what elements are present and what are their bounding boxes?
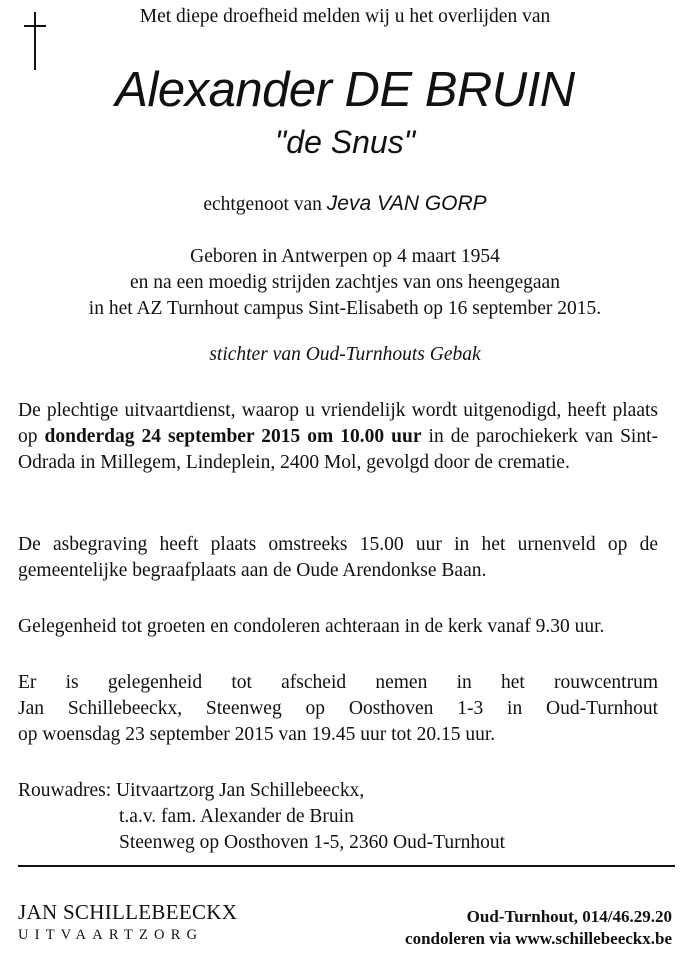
contact-phone: Oud-Turnhout, 014/46.29.20 bbox=[466, 907, 672, 926]
farewell-line-2: Jan Schillebeeckx, Steenweg op Oosthoven 1-3 in Oud-Turnhout bbox=[18, 698, 658, 719]
burial-paragraph: De asbegraving heeft plaats omstreeks 15.00 uur in het urnenveld op de gemeentelijke begraafplaats aan de Oude Arendonkse Baan. bbox=[18, 534, 658, 581]
spouse-name: Jeva VAN GORP bbox=[326, 192, 487, 215]
logo-line-1: JAN SCHILLEBEECKX bbox=[18, 900, 238, 924]
service-paragraph bbox=[18, 398, 658, 476]
service-date: donderdag 24 september 2015 om 10.00 uur bbox=[44, 426, 422, 447]
intro-text: Met diepe droefheid melden wij u het overlijden van bbox=[139, 6, 551, 27]
address-line-3: Steenweg op Oosthoven 1-5, 2360 Oud-Turnhout bbox=[119, 832, 506, 853]
deceased-nickname: "de Snus" bbox=[274, 124, 416, 160]
farewell-line-1: Er is gelegenheid tot afscheid nemen in het rouwcentrum bbox=[18, 672, 658, 693]
birth-line-3: in het AZ Turnhout campus Sint-Elisabeth op 16 september 2015. bbox=[88, 298, 602, 319]
deceased-name: Alexander DE BRUIN bbox=[115, 63, 575, 117]
logo-line-2: UITVAARTZORG bbox=[18, 927, 204, 943]
address-line-2: t.a.v. fam. Alexander de Bruin bbox=[119, 806, 354, 827]
address-line-1: Rouwadres: Uitvaartzorg Jan Schillebeeckx, bbox=[18, 780, 365, 801]
condolences-paragraph: Gelegenheid tot groeten en condoleren achteraan in de kerk vanaf 9.30 uur. bbox=[18, 616, 605, 637]
mourning-address bbox=[18, 778, 505, 856]
spouse-prefix: echtgenoot van bbox=[203, 194, 322, 215]
divider bbox=[18, 865, 675, 867]
farewell-line-3: op woensdag 23 september 2015 van 19.45 uur tot 20.15 uur. bbox=[18, 724, 496, 745]
service-text-before: De plechtige uitvaartdienst, waarop u vriendelijk wordt uitgenodigd, heeft plaats op bbox=[18, 400, 658, 447]
contact-info bbox=[405, 906, 672, 950]
birth-death-block bbox=[0, 244, 690, 322]
farewell-paragraph bbox=[18, 670, 658, 748]
contact-website: condoleren via www.schillebeeckx.be bbox=[405, 929, 672, 948]
funeral-home-logo bbox=[18, 900, 237, 944]
service-text-after: in de parochiekerk van Sint-Odrada in Millegem, Lindeplein, 2400 Mol, gevolgd door de crematie. bbox=[18, 426, 658, 473]
founder-text: stichter van Oud-Turnhouts Gebak bbox=[209, 344, 481, 365]
birth-line-2: en na een moedig strijden zachtjes van ons heengegaan bbox=[130, 272, 560, 293]
birth-line-1: Geboren in Antwerpen op 4 maart 1954 bbox=[190, 246, 500, 267]
spouse-line bbox=[0, 192, 690, 216]
